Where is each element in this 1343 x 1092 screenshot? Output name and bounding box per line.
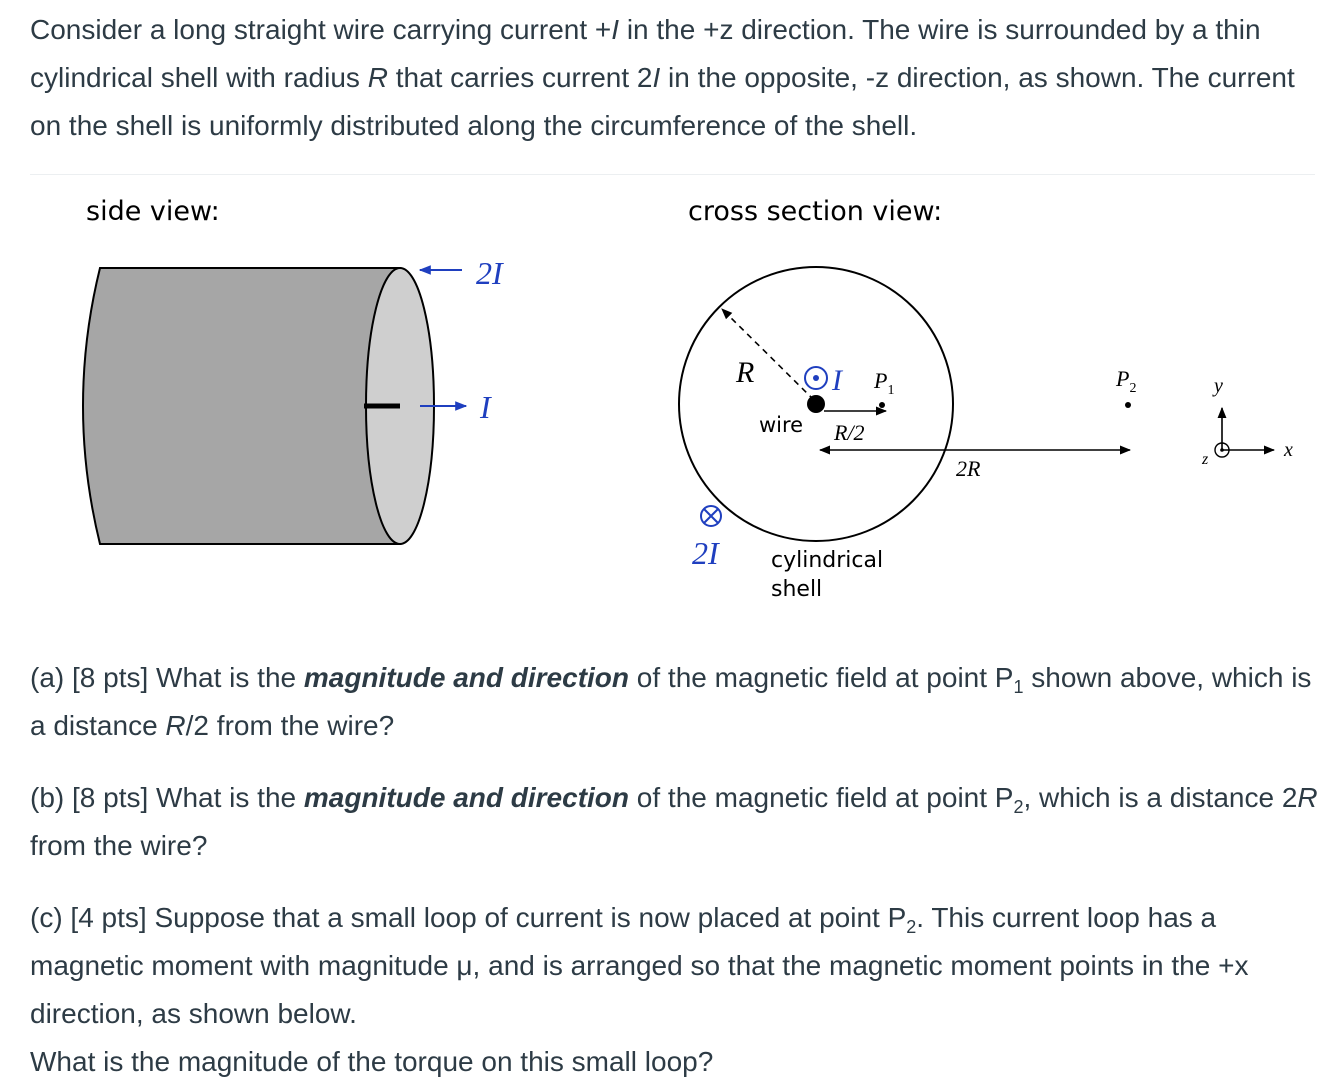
wire-current-label: I [832,364,842,397]
question-italic: R [165,710,186,741]
side-view-cylinder [83,268,434,544]
question-emphasis: magnitude and direction [303,782,630,813]
question-text: What is the magnitude of the torque on this small loop? [30,1046,714,1077]
two-r-label: 2R [956,456,981,481]
cylinder-body [83,268,400,544]
intro-italic: I [652,62,661,93]
question-subscript: 1 [1013,677,1024,697]
question-b [30,774,1320,870]
question-text: /2 from the wire? [185,710,395,741]
question-text: . This current loop has a magnetic moment with magnitude μ, and is arranged so that the magnetic moment points in the +x direction, as shown below. [30,902,1249,1029]
p2-label: $P_2$ [1116,366,1137,396]
question-text: (a) [8 pts] What is the [30,662,304,693]
question-italic: R [1297,782,1318,813]
question-emphasis: magnitude and direction [303,662,630,693]
question-text: of the magnetic field at point P [629,782,1014,813]
z-axis-dot [1220,448,1224,452]
z-axis-label: z [1202,451,1209,468]
question-a [30,654,1320,750]
radius-label: R [736,356,755,389]
x-axis-label: x [1284,439,1293,461]
question-text: (b) [8 pts] What is the [30,782,304,813]
question-subscript: 2 [1013,797,1024,817]
intro-italic: R [367,62,388,93]
shell-label-line2: shell [771,577,823,602]
question-subscript: 2 [906,917,917,937]
question-text: (c) [4 pts] Suppose that a small loop of current is now placed at point P [30,902,907,933]
side-wire-current-label: I [480,389,491,425]
y-axis-label: y [1214,375,1223,397]
intro-italic: I [611,14,620,45]
intro-text: Consider a long straight wire carrying current + [30,14,612,45]
shell-current-label: 2I [692,535,719,571]
side-shell-current-label: 2I [476,255,503,291]
side-view-title: side view: [86,196,220,227]
question-text: of the magnetic field at point P [629,662,1014,693]
p1-label: $P_1$ [874,368,895,398]
question-c [30,894,1320,1086]
intro-text: in the +z direction. The wire is surrounded by a thin cylindrical shell with radius [30,14,1261,93]
intro-text: in the opposite, -z direction, as shown. The current on the shell is uniformly distributed along the circumference of the shell. [30,62,1295,141]
coordinate-axes [1201,375,1293,468]
p2-point [1125,402,1131,408]
shell-label-line1: cylindrical [771,548,884,573]
cross-section-title: cross section view: [688,196,943,227]
question-text: shown above, which is a distance [30,662,1312,741]
wire-label: wire [759,413,804,437]
wire-dot [807,395,825,413]
p1-point [879,402,885,408]
question-text: from the wire? [30,830,208,861]
r-half-label: R/2 [834,420,865,445]
question-text: , which is a distance 2 [1023,782,1298,813]
out-of-page-dot [813,375,819,381]
intro-text: that carries current 2 [387,62,653,93]
